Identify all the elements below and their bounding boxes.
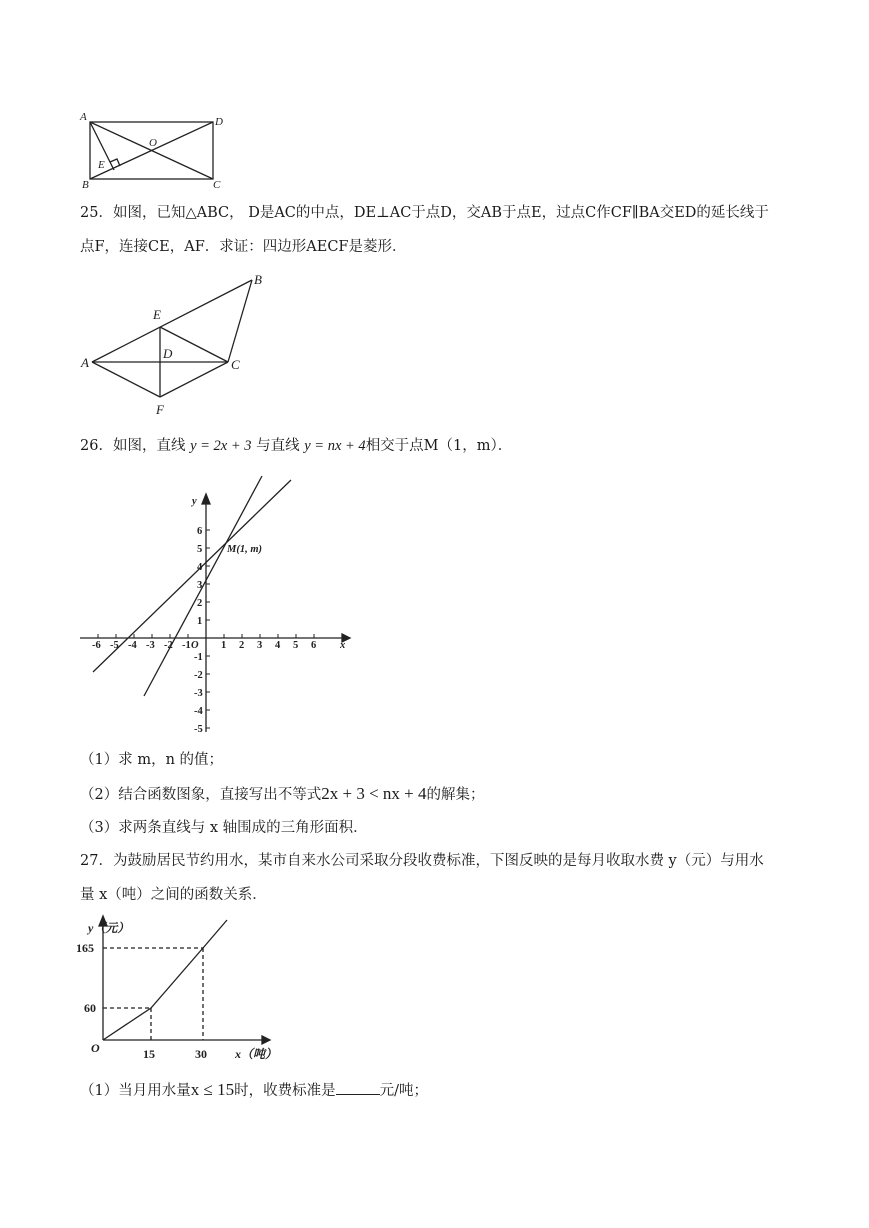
origin-label: O [91,1041,100,1055]
x-tick-label: 5 [293,640,299,651]
q26-part1: （1）求 m，n 的值； [80,752,224,768]
q27-line1 [80,851,764,871]
y-axis-label: y [192,496,197,507]
x-value-15: 15 [143,1047,155,1061]
y-tick-label: 4 [197,562,203,573]
x-tick-label: -1 [182,640,191,651]
label-e: E [98,159,105,171]
label-c: C [231,357,240,372]
q26-part2-pre: （2）结合函数图象，直接写出不等式 [80,787,322,803]
y-tick-label: -2 [194,670,203,681]
point-m-label: M(1, m) [227,544,262,555]
segment-af [92,362,160,397]
q26-stem-post: 相交于点M（1，m）． [365,438,513,454]
y-tick-label: -1 [194,652,203,663]
x-value-30: 30 [195,1047,207,1061]
x-tick-label: 4 [275,640,281,651]
q26-inequality: 2x + 3 < nx + 4 [321,784,427,803]
label-e: E [153,307,161,322]
q26-equation-2: y = nx + 4 [304,438,366,454]
label-b: B [82,179,89,191]
segment-fc [160,362,228,397]
y-tick-label: 1 [197,616,203,627]
y-axis-label: y（元） [88,921,130,935]
q27-part1 [80,1080,428,1101]
label-a: A [80,111,87,123]
y-axis-arrow [202,494,210,504]
label-c: C [213,179,221,191]
q26-equation-1: y = 2x + 3 [190,438,252,454]
q27-condition: x ≤ 15 [190,1080,235,1099]
y-tick-label: -3 [194,688,203,699]
y-value-165: 165 [76,941,94,955]
q27-part1-mid: 时，收费标准是 [234,1083,336,1099]
x-tick-label: 1 [221,640,227,651]
y-tick-label: 2 [197,598,203,609]
y-tick-label: 6 [197,526,203,537]
q27-part1-pre: （1）当月用水量 [80,1083,191,1099]
x-axis-arrow [262,1036,270,1044]
x-tick-label: -6 [92,640,101,651]
label-d: D [163,346,173,361]
y-tick-label: -4 [194,706,203,717]
q26-number: 26． [80,438,113,454]
q27-number: 27． [80,853,113,869]
x-axis-label: x [340,640,346,651]
segment-bc [228,280,252,362]
label-o: O [149,137,157,149]
label-b: B [254,272,262,287]
q26-part2 [80,784,485,805]
x-tick-label: -5 [110,640,119,651]
origin-label: O [191,640,199,651]
q26-stem [80,436,512,456]
q27-text-line1: 为鼓励居民节约用水，某市自来水公司采取分段收费标准，下图反映的是每月收取水费 y（元）与用水 [112,853,764,869]
y-tick-label: -5 [194,724,203,735]
x-tick-label: -4 [128,640,137,651]
x-tick-label: -2 [164,640,173,651]
y-tick-label: 3 [197,580,203,591]
q27-part1-post: 元/吨； [379,1083,428,1099]
q25-text-line2: 点F，连接CE，AF．求证：四边形AECF是菱形． [80,239,407,255]
q26-stem-pre: 如图，直线 [112,438,186,454]
x-tick-label: 6 [311,640,317,651]
x-tick-label: -3 [146,640,155,651]
line-y-2x-plus-3 [144,476,262,696]
x-tick-label: 3 [257,640,263,651]
q27-water-fee-graph [76,912,286,1064]
y-value-60: 60 [84,1001,96,1015]
q26-part3: （3）求两条直线与 x 轴围成的三角形面积． [80,820,368,836]
x-tick-label: 2 [239,640,245,651]
x-axis-label: x（吨） [235,1047,278,1061]
label-f: F [156,402,164,417]
q25-line1 [80,203,769,223]
q25-text-line1: 如图，已知△ABC， D是AC的中点，DE⊥AC于点D，交AB于点E，过点C作CF∥BA交ED的延长线于 [112,205,769,221]
label-a: A [81,355,89,370]
q25-rhombus-figure [70,266,280,422]
y-tick-label: 5 [197,544,203,555]
fee-function-line [103,920,227,1040]
answer-blank[interactable] [336,1080,380,1095]
q25-number: 25． [80,205,113,221]
label-d: D [215,116,223,128]
q24-rectangle-figure [70,108,230,194]
q26-part2-post: 的解集； [426,787,485,803]
q26-coordinate-graph [76,474,356,744]
q26-stem-mid: 与直线 [256,438,300,454]
q27-text-line2: 量 x（吨）之间的函数关系． [80,887,267,903]
